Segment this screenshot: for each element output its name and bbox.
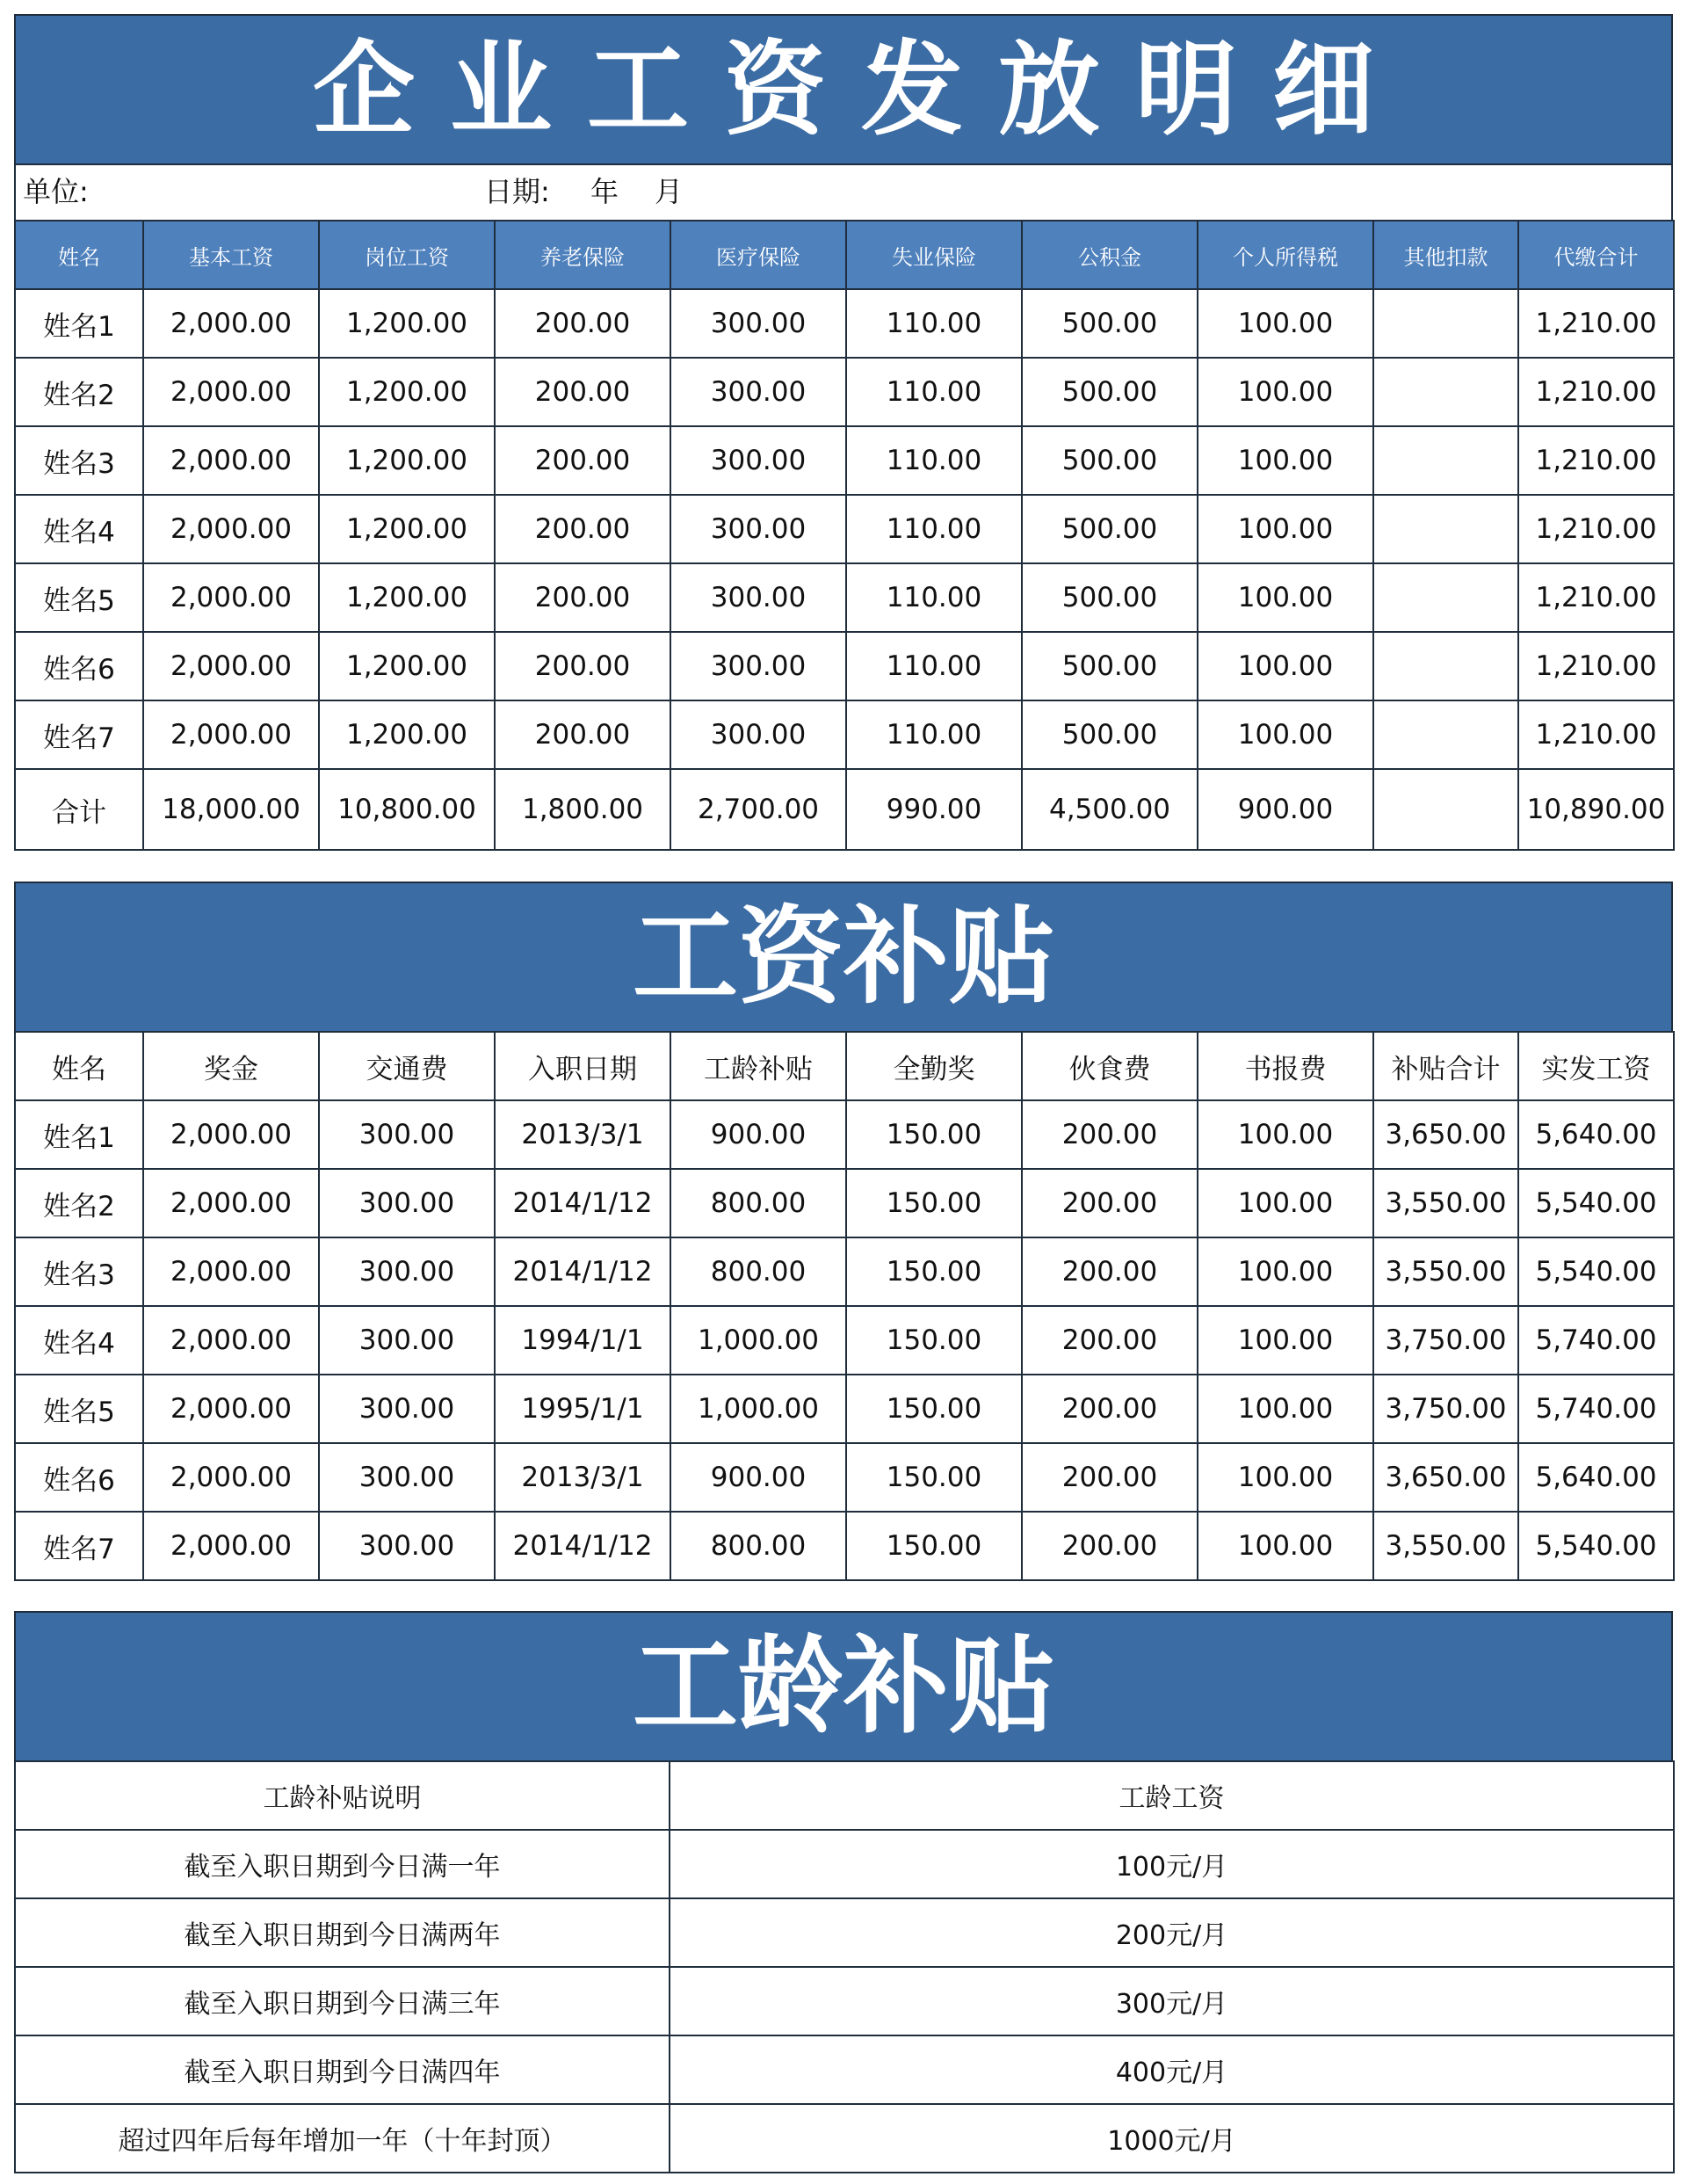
table-cell: 110.00 (846, 700, 1022, 769)
table-cell: 1,210.00 (1518, 632, 1674, 700)
table-cell: 150.00 (846, 1512, 1022, 1580)
table-cell: 2014/1/12 (495, 1512, 670, 1580)
table-cell: 1,200.00 (319, 495, 495, 563)
seniority-body (15, 1830, 1674, 2173)
table-cell: 200.00 (1022, 1443, 1198, 1512)
subsidy-table (14, 1031, 1675, 1581)
table-cell: 100.00 (1198, 1100, 1373, 1169)
table-cell: 2,000.00 (143, 700, 319, 769)
total-cell: 990.00 (846, 769, 1022, 850)
salary-table (14, 220, 1675, 851)
table-cell: 2,000.00 (143, 1512, 319, 1580)
total-cell: 10,800.00 (319, 769, 495, 850)
month-label: 月 (655, 175, 684, 208)
table-row (15, 495, 1674, 563)
table-cell: 200.00 (495, 700, 670, 769)
total-cell: 1,800.00 (495, 769, 670, 850)
table-cell: 300.00 (670, 495, 846, 563)
total-cell: 900.00 (1198, 769, 1373, 850)
table-row (15, 2035, 1674, 2104)
table-cell: 100.00 (1198, 1512, 1373, 1580)
table-cell: 姓名3 (15, 1237, 143, 1306)
column-header: 工龄工资 (670, 1761, 1674, 1830)
table-cell: 110.00 (846, 426, 1022, 495)
seniority-header (15, 1761, 1674, 1830)
table-cell: 姓名4 (15, 495, 143, 563)
table-cell: 1,000.00 (670, 1306, 846, 1375)
table-cell: 150.00 (846, 1169, 1022, 1237)
table-cell: 500.00 (1022, 358, 1198, 426)
table-cell: 200.00 (495, 289, 670, 358)
table-cell: 200.00 (495, 358, 670, 426)
table-cell: 姓名7 (15, 700, 143, 769)
table-cell: 300.00 (319, 1306, 495, 1375)
table-cell: 110.00 (846, 495, 1022, 563)
table-row (15, 289, 1674, 358)
table-cell: 200.00 (495, 495, 670, 563)
table-cell: 300.00 (319, 1169, 495, 1237)
table-cell: 300.00 (319, 1375, 495, 1443)
table-row (15, 2104, 1674, 2173)
table-cell: 500.00 (1022, 289, 1198, 358)
table-cell: 2,000.00 (143, 563, 319, 632)
table-row (15, 700, 1674, 769)
table-cell: 2,000.00 (143, 495, 319, 563)
table-row (15, 1830, 1674, 1898)
column-header: 书报费 (1198, 1032, 1373, 1100)
table-cell: 3,650.00 (1373, 1443, 1518, 1512)
column-header: 基本工资 (143, 221, 319, 289)
table-cell: 超过四年后每年增加一年（十年封顶） (15, 2104, 670, 2173)
table-cell: 100.00 (1198, 289, 1373, 358)
table-cell: 1995/1/1 (495, 1375, 670, 1443)
table-cell: 姓名7 (15, 1512, 143, 1580)
table-cell: 2,000.00 (143, 358, 319, 426)
table-cell: 1994/1/1 (495, 1306, 670, 1375)
total-row (15, 769, 1674, 850)
table-cell: 900.00 (670, 1100, 846, 1169)
table-cell: 2013/3/1 (495, 1100, 670, 1169)
table-cell: 2,000.00 (143, 1100, 319, 1169)
table-cell: 300.00 (319, 1237, 495, 1306)
table-cell: 110.00 (846, 289, 1022, 358)
table-cell: 200.00 (495, 426, 670, 495)
table-cell: 110.00 (846, 632, 1022, 700)
table-cell: 200.00 (1022, 1169, 1198, 1237)
table-cell: 5,540.00 (1518, 1237, 1674, 1306)
column-header: 入职日期 (495, 1032, 670, 1100)
table-cell: 150.00 (846, 1443, 1022, 1512)
table-cell: 800.00 (670, 1169, 846, 1237)
table-cell: 1,200.00 (319, 289, 495, 358)
table-cell: 姓名6 (15, 632, 143, 700)
table-cell: 110.00 (846, 358, 1022, 426)
subsidy-body (15, 1100, 1674, 1580)
table-cell: 1,000.00 (670, 1375, 846, 1443)
table-cell: 200元/月 (670, 1898, 1674, 1967)
total-cell: 合计 (15, 769, 143, 850)
table-cell: 200.00 (495, 632, 670, 700)
column-header: 养老保险 (495, 221, 670, 289)
table-cell: 5,740.00 (1518, 1375, 1674, 1443)
column-header: 补贴合计 (1373, 1032, 1518, 1100)
header-row (15, 1032, 1674, 1100)
table-cell: 5,540.00 (1518, 1512, 1674, 1580)
salary-section (14, 14, 1673, 851)
table-cell: 100.00 (1198, 632, 1373, 700)
total-cell: 2,700.00 (670, 769, 846, 850)
table-cell: 100.00 (1198, 1169, 1373, 1237)
table-cell: 3,750.00 (1373, 1306, 1518, 1375)
salary-title: 企业工资发放明细 (14, 14, 1673, 163)
table-cell: 200.00 (1022, 1100, 1198, 1169)
table-cell: 150.00 (846, 1375, 1022, 1443)
table-cell: 姓名2 (15, 1169, 143, 1237)
table-cell: 截至入职日期到今日满三年 (15, 1967, 670, 2035)
table-cell (1373, 426, 1518, 495)
table-cell: 姓名3 (15, 426, 143, 495)
table-cell: 姓名6 (15, 1443, 143, 1512)
header-row (15, 221, 1674, 289)
table-cell: 1,210.00 (1518, 358, 1674, 426)
table-cell: 截至入职日期到今日满一年 (15, 1830, 670, 1898)
table-cell: 300.00 (670, 426, 846, 495)
seniority-section (14, 1611, 1673, 2173)
table-cell: 300.00 (319, 1100, 495, 1169)
table-cell: 1,210.00 (1518, 289, 1674, 358)
table-cell: 2,000.00 (143, 1169, 319, 1237)
table-cell (1373, 358, 1518, 426)
seniority-table (14, 1760, 1675, 2173)
table-cell: 3,550.00 (1373, 1512, 1518, 1580)
table-cell: 姓名1 (15, 1100, 143, 1169)
column-header: 个人所得税 (1198, 221, 1373, 289)
table-cell: 姓名1 (15, 289, 143, 358)
table-cell: 2013/3/1 (495, 1443, 670, 1512)
column-header: 代缴合计 (1518, 221, 1674, 289)
table-cell: 100.00 (1198, 1375, 1373, 1443)
table-cell: 300.00 (319, 1512, 495, 1580)
table-cell: 100.00 (1198, 1443, 1373, 1512)
table-cell: 姓名5 (15, 1375, 143, 1443)
table-cell: 3,650.00 (1373, 1100, 1518, 1169)
table-row (15, 1306, 1674, 1375)
table-cell: 姓名2 (15, 358, 143, 426)
table-cell (1373, 289, 1518, 358)
column-header: 全勤奖 (846, 1032, 1022, 1100)
table-row (15, 1375, 1674, 1443)
table-cell (1373, 563, 1518, 632)
column-header: 工龄补贴说明 (15, 1761, 670, 1830)
table-cell: 1,210.00 (1518, 495, 1674, 563)
table-cell: 1,210.00 (1518, 563, 1674, 632)
column-header: 伙食费 (1022, 1032, 1198, 1100)
table-cell: 5,640.00 (1518, 1443, 1674, 1512)
table-cell: 100.00 (1198, 495, 1373, 563)
salary-body (15, 289, 1674, 850)
table-cell: 500.00 (1022, 563, 1198, 632)
column-header: 姓名 (15, 1032, 143, 1100)
table-cell: 5,640.00 (1518, 1100, 1674, 1169)
table-cell: 1,210.00 (1518, 700, 1674, 769)
table-cell: 3,750.00 (1373, 1375, 1518, 1443)
table-cell: 3,550.00 (1373, 1237, 1518, 1306)
table-cell (1373, 632, 1518, 700)
table-cell: 150.00 (846, 1100, 1022, 1169)
column-header: 失业保险 (846, 221, 1022, 289)
salary-header (15, 221, 1674, 289)
table-cell: 300.00 (670, 289, 846, 358)
table-row (15, 1967, 1674, 2035)
table-cell (1373, 700, 1518, 769)
table-cell: 200.00 (1022, 1512, 1198, 1580)
table-row (15, 1169, 1674, 1237)
table-cell: 2,000.00 (143, 1375, 319, 1443)
table-cell: 900.00 (670, 1443, 846, 1512)
table-cell: 2,000.00 (143, 289, 319, 358)
table-cell: 800.00 (670, 1512, 846, 1580)
column-header: 公积金 (1022, 221, 1198, 289)
table-cell: 截至入职日期到今日满四年 (15, 2035, 670, 2104)
total-cell: 10,890.00 (1518, 769, 1674, 850)
column-header: 交通费 (319, 1032, 495, 1100)
table-cell: 1,200.00 (319, 563, 495, 632)
column-header: 医疗保险 (670, 221, 846, 289)
column-header: 奖金 (143, 1032, 319, 1100)
table-cell: 300.00 (670, 563, 846, 632)
total-cell: 18,000.00 (143, 769, 319, 850)
table-cell: 2,000.00 (143, 632, 319, 700)
table-cell: 500.00 (1022, 632, 1198, 700)
table-cell: 200.00 (1022, 1306, 1198, 1375)
table-cell: 150.00 (846, 1306, 1022, 1375)
table-cell: 5,540.00 (1518, 1169, 1674, 1237)
table-cell: 300.00 (670, 358, 846, 426)
table-cell (1373, 495, 1518, 563)
table-cell: 1,210.00 (1518, 426, 1674, 495)
table-cell: 400元/月 (670, 2035, 1674, 2104)
table-cell: 姓名4 (15, 1306, 143, 1375)
table-row (15, 632, 1674, 700)
table-cell: 300.00 (670, 632, 846, 700)
table-cell: 150.00 (846, 1237, 1022, 1306)
unit-label: 单位: (23, 175, 89, 208)
subsidy-section (14, 882, 1673, 1581)
table-cell: 1,200.00 (319, 700, 495, 769)
date-label: 日期: (484, 175, 550, 208)
table-cell: 100.00 (1198, 563, 1373, 632)
table-row (15, 1100, 1674, 1169)
table-cell: 姓名5 (15, 563, 143, 632)
table-cell: 500.00 (1022, 426, 1198, 495)
table-cell: 100元/月 (670, 1830, 1674, 1898)
table-cell: 1,200.00 (319, 632, 495, 700)
table-cell: 2014/1/12 (495, 1237, 670, 1306)
table-cell: 1,200.00 (319, 426, 495, 495)
table-cell: 2,000.00 (143, 1443, 319, 1512)
table-cell: 2,000.00 (143, 426, 319, 495)
table-row (15, 426, 1674, 495)
table-cell: 2014/1/12 (495, 1169, 670, 1237)
table-cell: 200.00 (495, 563, 670, 632)
table-cell: 500.00 (1022, 495, 1198, 563)
table-cell: 100.00 (1198, 700, 1373, 769)
subsidy-title: 工资补贴 (14, 882, 1673, 1031)
table-cell: 110.00 (846, 563, 1022, 632)
table-cell: 100.00 (1198, 1306, 1373, 1375)
table-row (15, 1237, 1674, 1306)
table-cell: 2,000.00 (143, 1237, 319, 1306)
table-cell: 100.00 (1198, 1237, 1373, 1306)
table-row (15, 1898, 1674, 1967)
total-cell (1373, 769, 1518, 850)
table-row (15, 358, 1674, 426)
table-row (15, 1512, 1674, 1580)
column-header: 岗位工资 (319, 221, 495, 289)
table-cell: 500.00 (1022, 700, 1198, 769)
table-cell: 300元/月 (670, 1967, 1674, 2035)
table-cell: 200.00 (1022, 1375, 1198, 1443)
table-row (15, 563, 1674, 632)
column-header: 工龄补贴 (670, 1032, 846, 1100)
table-cell: 2,000.00 (143, 1306, 319, 1375)
info-row (14, 163, 1673, 220)
table-cell: 100.00 (1198, 358, 1373, 426)
table-cell: 100.00 (1198, 426, 1373, 495)
table-cell: 1,200.00 (319, 358, 495, 426)
seniority-title: 工龄补贴 (14, 1611, 1673, 1760)
table-row (15, 1443, 1674, 1512)
year-label: 年 (590, 175, 619, 208)
subsidy-header (15, 1032, 1674, 1100)
table-cell: 300.00 (319, 1443, 495, 1512)
column-header: 姓名 (15, 221, 143, 289)
table-cell: 800.00 (670, 1237, 846, 1306)
table-cell: 截至入职日期到今日满两年 (15, 1898, 670, 1967)
column-header: 其他扣款 (1373, 221, 1518, 289)
table-cell: 5,740.00 (1518, 1306, 1674, 1375)
total-cell: 4,500.00 (1022, 769, 1198, 850)
table-cell: 1000元/月 (670, 2104, 1674, 2173)
header-row (15, 1761, 1674, 1830)
table-cell: 3,550.00 (1373, 1169, 1518, 1237)
column-header: 实发工资 (1518, 1032, 1674, 1100)
table-cell: 300.00 (670, 700, 846, 769)
table-cell: 200.00 (1022, 1237, 1198, 1306)
